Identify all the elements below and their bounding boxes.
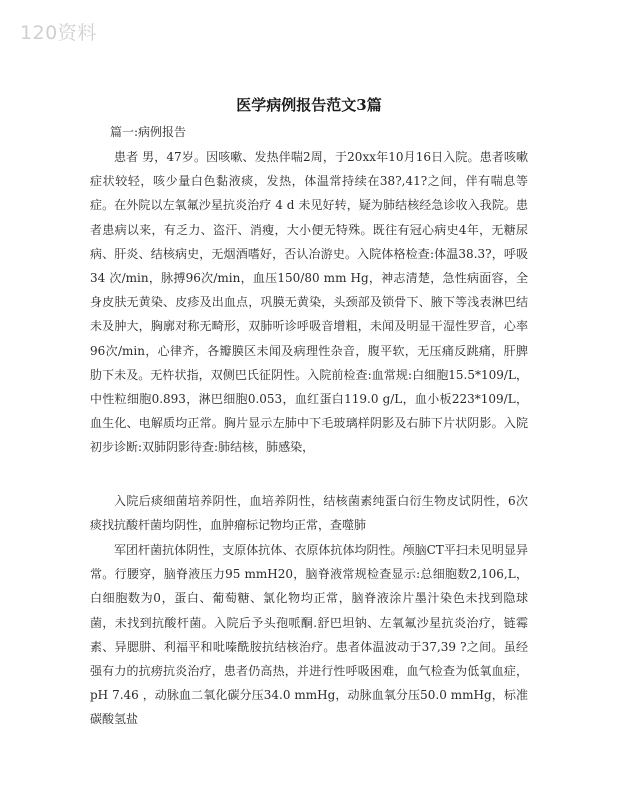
section-title: 篇一:病例报告 <box>110 125 187 139</box>
paragraph-case-history: 患者 男，47岁。因咳嗽、发热伴喘2周，于20xx年10月16日入院。患者咳嗽症状较轻，咳少量白色黏液痰，发热，体温常持续在38?,41?之间，伴有喘息等症。在外院以左氧氟沙星抗炎治疗 4 d 未见好转，疑为肺结核经急诊收入我院。患者患病以来，有乏力、盗汗、消瘦，大小便无特殊。既往有冠心病史4年，无糖尿病、肝炎、结核病史，无烟酒嗜好，否认冶游史。入院体格检查:体温38.3?，呼吸34 次/min，脉搏96次/min，血压150/80 mm Hg，神志清楚，急性病面容，全身皮肤无黄染、皮疹及出血点，巩膜无黄染，头颈部及锁骨下、腋下等浅表淋巴结未及肿大，胸廓对称无畸形，双肺听诊呼吸音增粗，未闻及明显干湿性罗音，心率96次/min，心律齐，各瓣膜区未闻及病理性杂音，腹平软，无压痛反跳痛，肝脾肋下未及。无杵状指，双侧巴氏征阴性。入院前检查:血常规:白细胞15.5*109/L，中性粒细胞0.893，淋巴细胞0.053，血红蛋白119.0 g/L，血小板223*109/L，血生化、电解质均正常。胸片显示左肺中下毛玻璃样阴影及右肺下片状阴影。入院初步诊断:双肺阴影待查:肺结核，肺感染， <box>90 150 528 455</box>
document-title: 医学病例报告范文3篇 <box>236 96 382 114</box>
paragraph-treatment: 军团杆菌抗体阴性，支原体抗体、衣原体抗体均阴性。颅脑CT平扫未见明显异常。行腰穿，脑脊液压力95 mmH20，脑脊液常规检查显示:总细胞数2,106,L，白细胞数为0，蛋白、葡萄糖、氯化物均正常，脑脊液涂片墨汁染色未找到隐球菌，未找到抗酸杆菌。入院后予头孢哌酮.舒巴坦钠、左氧氟沙星抗炎治疗，链霉素、异腮肼、利福平和吡嗪酰胺抗结核治疗。患者体温波动于37,39 ?之间。虽经强有力的抗痨抗炎治疗，患者仍高热，并进行性呼吸困难，血气检查为低氧血症，pH 7.46 ，动脉血二氧化碳分压34.0 mmHg，动脉血氧分压50.0 mmHg，标准碳酸氢盐 <box>90 543 528 727</box>
watermark: 120资料 <box>20 22 97 44</box>
paragraph-lab-results: 入院后痰细菌培养阴性，血培养阴性，结核菌素纯蛋白衍生物皮试阴性，6次痰找抗酸杆菌均阴性，血肿瘤标记物均正常，查噬肺 <box>90 494 528 533</box>
